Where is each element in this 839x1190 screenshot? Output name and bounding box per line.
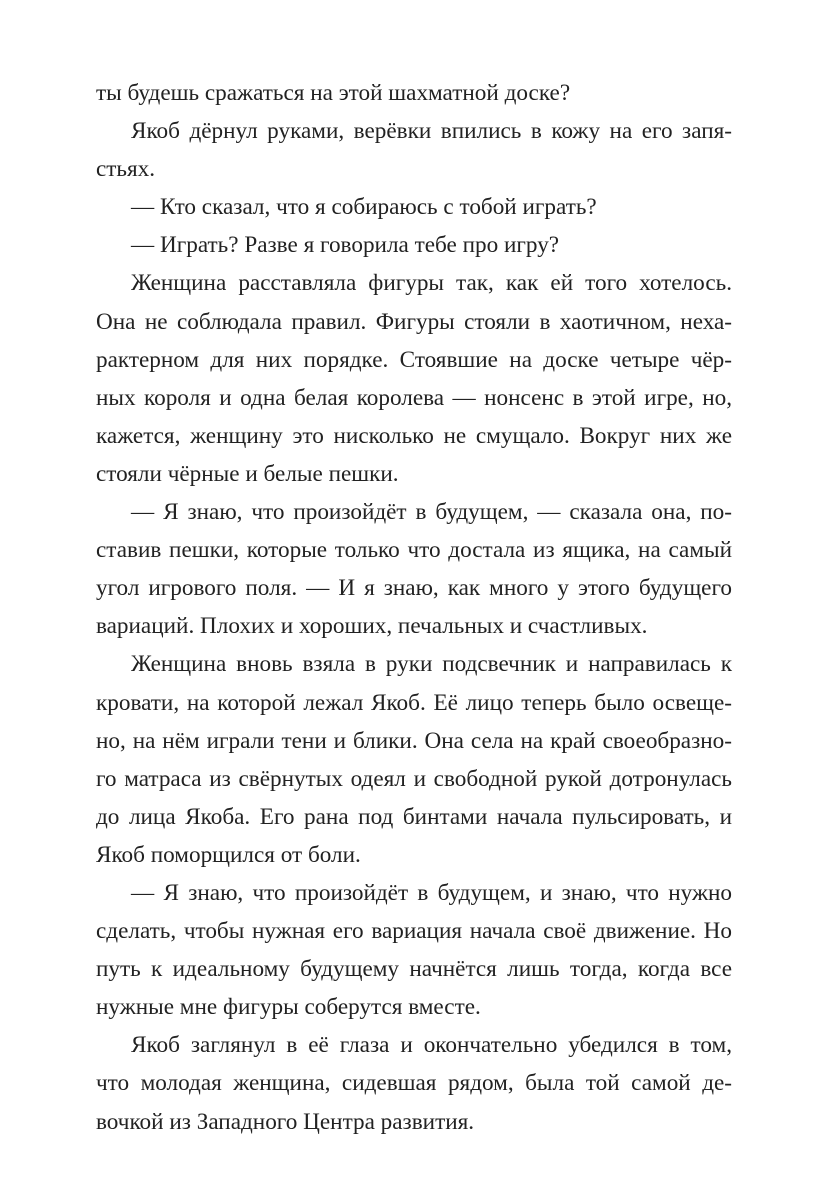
text-line: Якоб поморщился от боли. [96,841,361,868]
text-line: ты будешь сражаться на этой шахматной доске? [96,80,571,106]
text-line: но, на нём играли тени и блики. Она села на край своеобразно- [96,727,732,754]
text-line: что молодая женщина, сидевшая рядом, была той самой де- [96,1070,732,1097]
text-line: рактерном для них порядке. Стоявшие на доске четыре чёр- [96,346,732,373]
text-line: кровати, на которой лежал Якоб. Её лицо теперь было освеще- [96,689,732,716]
text-line: вочкой из Западного Центра развития. [96,1108,475,1135]
text-line: Она не соблюдала правил. Фигуры стояли в хаотичном, неха- [96,308,732,335]
text-line: кажется, женщину это нисколько не смущало. Вокруг них же [96,422,732,449]
text-line: — Играть? Разве я говорила тебе про игру? [131,232,560,259]
text-line: угол игрового поля. — И я знаю, как много у этого будущего [96,575,732,602]
text-line: вариаций. Плохих и хороших, печальных и счастливых. [96,613,648,640]
text-line: до лица Якоба. Его рана под бинтами начала пульсировать, и [96,803,732,830]
text-line: сделать, чтобы нужная его вариация начала своё движение. Но [96,918,732,945]
text-line: — Я знаю, что произойдёт в будущем, — сказала она, по- [131,499,732,526]
text-line: — Кто сказал, что я собираюсь с тобой играть? [131,194,597,221]
page-text [96,74,732,1141]
text-line: Женщина расставляла фигуры так, как ей того хотелось. [131,270,732,297]
text-line: Якоб заглянул в её глаза и окончательно убедился в том, [131,1032,732,1059]
text-line: го матраса из свёрнутых одеял и свободной рукой дотронулась [96,765,732,792]
text-line: стояли чёрные и белые пешки. [96,460,399,487]
text-line: — Я знаю, что произойдёт в будущем, и знаю, что нужно [131,879,732,906]
text-line: нужные мне фигуры соберутся вместе. [96,994,481,1021]
text-line: путь к идеальному будущему начнётся лишь тогда, когда все [96,956,732,983]
text-line: Якоб дёрнул руками, верёвки впились в кожу на его запя- [131,118,732,145]
text-line: Женщина вновь взяла в руки подсвечник и направилась к [131,651,732,678]
text-line: ставив пешки, которые только что достала из ящика, на самый [96,537,732,564]
text-line: стьях. [96,156,156,183]
text-line: ных короля и одна белая королева — нонсенс в этой игре, но, [96,384,732,411]
